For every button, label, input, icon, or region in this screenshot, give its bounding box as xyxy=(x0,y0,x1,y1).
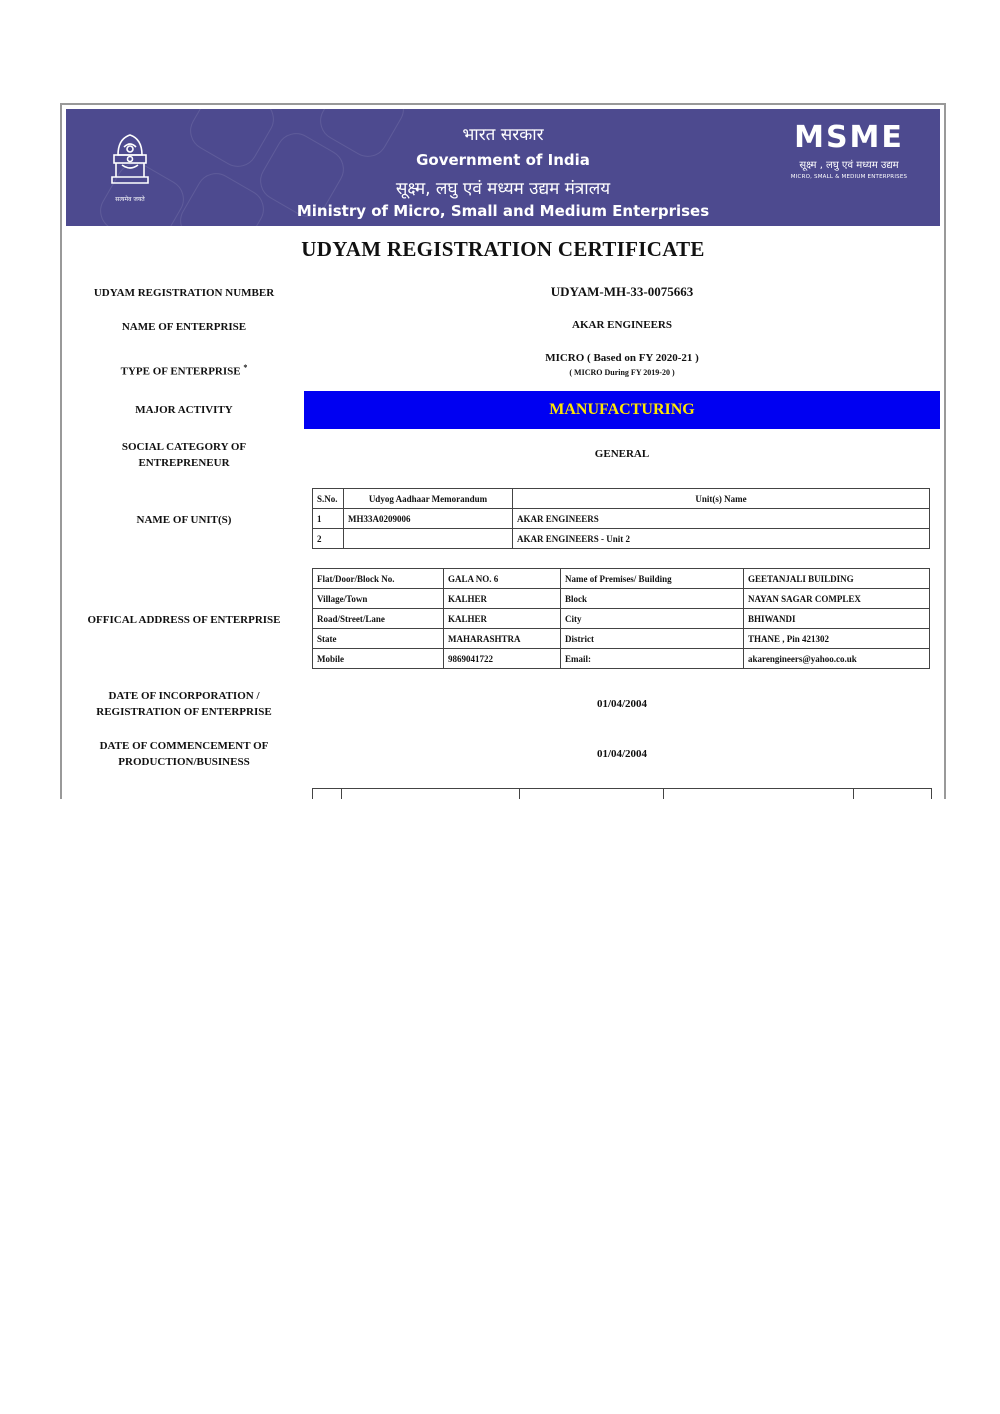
country-name: Government of India xyxy=(416,151,590,169)
units-header-name: Unit(s) Name xyxy=(513,489,930,509)
address-key: Road/Street/Lane xyxy=(313,609,444,629)
certificate-title: UDYAM REGISTRATION CERTIFICATE xyxy=(301,237,705,261)
address-value: NAYAN SAGAR COMPLEX xyxy=(744,589,930,609)
incorporation-label xyxy=(72,688,296,720)
address-key: Flat/Door/Block No. xyxy=(313,569,444,589)
address-key: State xyxy=(313,629,444,649)
certificate xyxy=(60,103,946,799)
address-key: City xyxy=(561,609,744,629)
units-label: NAME OF UNIT(S) xyxy=(136,514,232,526)
ministry-name: Ministry of Micro, Small and Medium Enterprises xyxy=(296,202,710,220)
type-label-text: TYPE OF ENTERPRISE xyxy=(120,365,241,378)
msme-logo-english: MICRO, SMALL & MEDIUM ENTERPRISES xyxy=(790,174,908,180)
commencement-label xyxy=(72,738,296,770)
activity-label: MAJOR ACTIVITY xyxy=(135,404,233,416)
units-header-sno: S.No. xyxy=(313,489,344,509)
type-label xyxy=(72,360,296,380)
incorporation-date: 01/04/2004 xyxy=(596,698,648,710)
table-row xyxy=(313,509,930,529)
unit-sno: 2 xyxy=(313,529,344,549)
enterprise-type-note: ( MICRO During FY 2019-20 ) xyxy=(569,368,675,377)
units-header-uam: Udyog Aadhaar Memorandum xyxy=(344,489,513,509)
address-key: Village/Town xyxy=(313,589,444,609)
address-value: akarengineers@yahoo.co.uk xyxy=(744,649,930,669)
unit-sno: 1 xyxy=(313,509,344,529)
commencement-label-line1: DATE OF COMMENCEMENT OF xyxy=(99,740,269,752)
emblem-caption: सत्यमेव जयते xyxy=(115,196,145,203)
unit-name: AKAR ENGINEERS - Unit 2 xyxy=(513,529,930,549)
msme-logo-word: MSME xyxy=(794,120,904,155)
address-value: GEETANJALI BUILDING xyxy=(744,569,930,589)
address-table xyxy=(312,568,930,669)
major-activity: MANUFACTURING xyxy=(304,391,940,429)
table-row xyxy=(313,569,930,589)
address-value: 9869041722 xyxy=(444,649,561,669)
registration-number-label: UDYAM REGISTRATION NUMBER xyxy=(93,287,275,299)
units-table xyxy=(312,488,930,549)
country-hindi: भारत सरकार xyxy=(462,125,544,145)
msme-logo-hindi: सूक्ष्म , लघु एवं मध्यम उद्यम xyxy=(799,160,899,171)
enterprise-type: MICRO ( Based on FY 2020-21 ) xyxy=(545,352,699,364)
social-category: GENERAL xyxy=(594,448,650,460)
unit-name: AKAR ENGINEERS xyxy=(513,509,930,529)
social-category-label-line1: SOCIAL CATEGORY OF xyxy=(121,441,247,453)
address-key: Block xyxy=(561,589,744,609)
table-row xyxy=(313,649,930,669)
address-label: OFFICAL ADDRESS OF ENTERPRISE xyxy=(87,614,281,626)
msme-logo xyxy=(782,120,916,180)
address-value: KALHER xyxy=(444,589,561,609)
header-banner xyxy=(66,109,940,226)
enterprise-name-label: NAME OF ENTERPRISE xyxy=(121,321,247,333)
address-key: District xyxy=(561,629,744,649)
social-category-label-line2: ENTREPRENEUR xyxy=(138,457,230,469)
unit-uam xyxy=(344,529,513,549)
address-value: MAHARASHTRA xyxy=(444,629,561,649)
commencement-date: 01/04/2004 xyxy=(596,748,648,760)
table-row xyxy=(313,589,930,609)
commencement-label-line2: PRODUCTION/BUSINESS xyxy=(118,756,250,768)
enterprise-name: AKAR ENGINEERS xyxy=(572,319,672,331)
social-category-label xyxy=(72,439,296,471)
ministry-hindi: सूक्ष्म, लघु एवं मध्यम उद्यम मंत्रालय xyxy=(395,179,611,199)
table-row xyxy=(313,629,930,649)
registration-number: UDYAM-MH-33-0075663 xyxy=(550,284,694,299)
incorporation-label-line1: DATE OF INCORPORATION / xyxy=(108,690,260,702)
address-key: Mobile xyxy=(313,649,444,669)
address-key: Email: xyxy=(561,649,744,669)
table-row xyxy=(313,609,930,629)
unit-uam: MH33A0209006 xyxy=(344,509,513,529)
type-asterisk: * xyxy=(243,363,248,372)
address-key: Name of Premises/ Building xyxy=(561,569,744,589)
table-row xyxy=(313,529,930,549)
address-value: BHIWANDI xyxy=(744,609,930,629)
address-value: THANE , Pin 421302 xyxy=(744,629,930,649)
truncated-table xyxy=(312,788,932,799)
units-header-row xyxy=(313,489,930,509)
address-value: KALHER xyxy=(444,609,561,629)
address-value: GALA NO. 6 xyxy=(444,569,561,589)
incorporation-label-line2: REGISTRATION OF ENTERPRISE xyxy=(96,706,272,718)
